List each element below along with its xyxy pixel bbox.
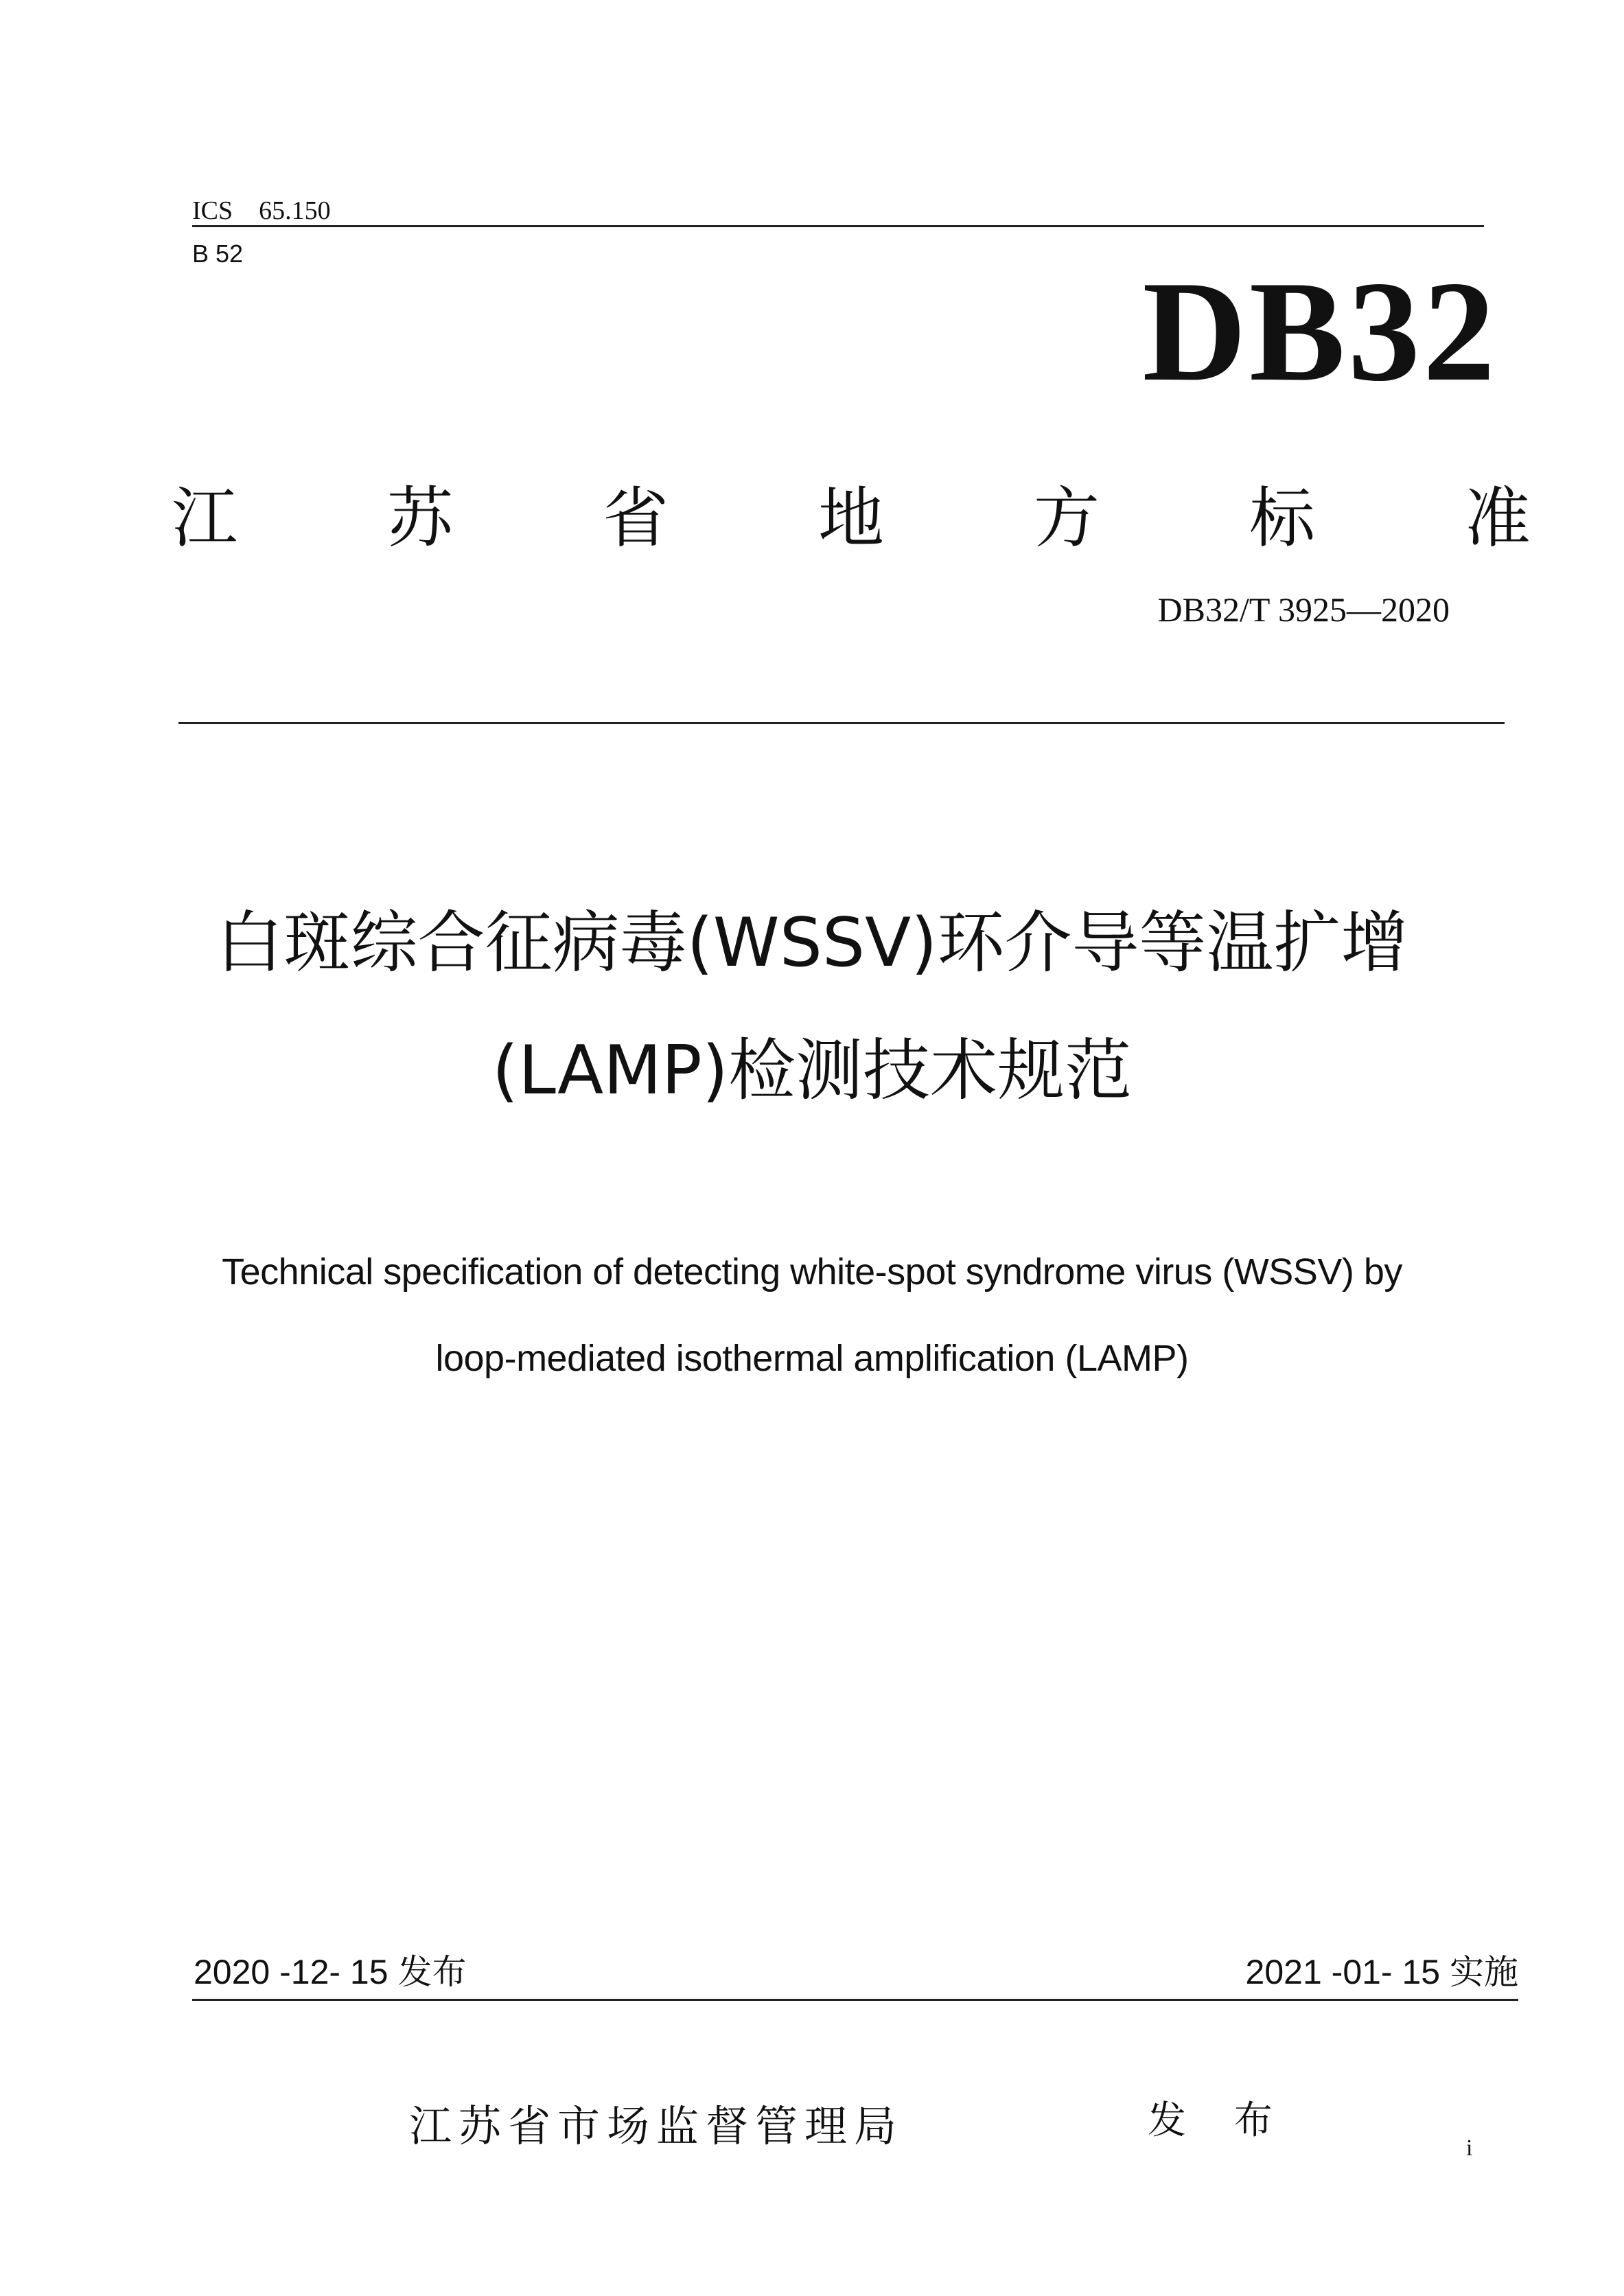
footer-divider: [192, 1999, 1518, 2001]
standard-type-name: [172, 480, 1531, 556]
ccs-code: B 52: [192, 240, 244, 268]
page-number: i: [1466, 2135, 1473, 2161]
standard-type-char: 标: [1249, 480, 1315, 557]
title-divider: [178, 722, 1505, 724]
chinese-title-line-2: (LAMP)检测技术规范: [491, 1032, 1132, 1110]
standard-type-char: 方: [1034, 480, 1100, 557]
publish-date-value: 2020 -12- 15: [194, 1953, 388, 1991]
standard-type-char: 准: [1465, 480, 1531, 557]
issuing-authority: 江苏省市场监督管理局: [409, 2101, 904, 2151]
standard-logo: DB32: [1142, 252, 1498, 411]
issue-label: 发 布: [1148, 2098, 1290, 2143]
standard-type-char: 地: [818, 480, 884, 557]
standard-code: DB32/T 3925—2020: [1157, 590, 1450, 629]
ics-code: 65.150: [259, 196, 331, 225]
publish-label: 发布: [397, 1952, 467, 1992]
ics-label: ICS: [192, 196, 233, 225]
publish-date: [194, 1951, 466, 1993]
standard-type-char: 苏: [387, 480, 453, 557]
standard-type-char: 省: [603, 480, 669, 557]
english-title-line-2: loop-mediated isothermal amplification (LAMP): [435, 1338, 1189, 1379]
implement-label: 实施: [1450, 1952, 1518, 1992]
english-title-line-1: Technical specification of detecting white-spot syndrome virus (WSSV) by: [222, 1251, 1402, 1292]
ics-classification: [192, 195, 331, 227]
implement-date-value: 2021 -01- 15: [1245, 1953, 1441, 1991]
chinese-title-line-1: 白斑综合征病毒(WSSV)环介导等温扩增: [216, 904, 1408, 982]
header-divider: [192, 225, 1484, 227]
standard-type-char: 江: [172, 480, 237, 557]
implement-date: [1246, 1951, 1518, 1993]
